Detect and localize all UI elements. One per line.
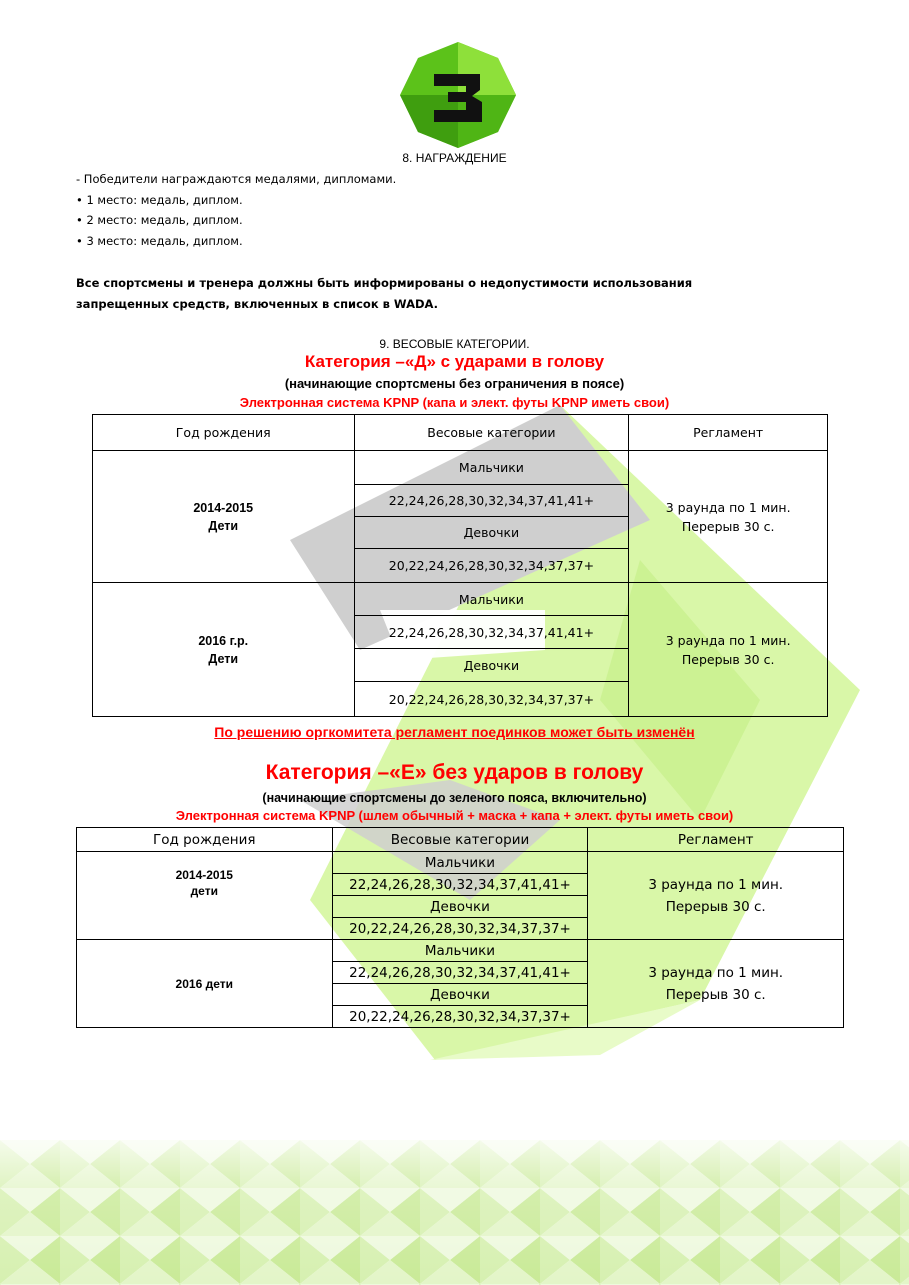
- category-e-table: [76, 827, 844, 1028]
- girls-weights: 20,22,24,26,28,30,32,34,37,37+: [354, 549, 629, 583]
- boys-label: Мальчики: [354, 583, 629, 616]
- section-8-title: 8. НАГРАЖДЕНИЕ: [402, 151, 507, 165]
- boys-weights: 22,24,26,28,30,32,34,37,41,41+: [332, 874, 588, 896]
- section-9-title: 9. ВЕСОВЫЕ КАТЕГОРИИ.: [379, 337, 530, 351]
- category-e-subtitle: (начинающие спортсмены до зеленого пояса, включительно): [262, 791, 647, 805]
- birth-year: 2016 г.р.: [198, 633, 249, 648]
- rules-rounds: 3 раунда по 1 мин.: [665, 499, 791, 515]
- category-e-title: Категория –«Е» без ударов в голову: [265, 761, 644, 784]
- rules-cell: [629, 583, 828, 717]
- category-d-title: Категория –«Д» с ударами в голову: [304, 352, 605, 371]
- award-line: • 2 место: медаль, диплом.: [76, 213, 243, 227]
- category-e-system: Электронная система KPNP (шлем обычный + маска + капа + элект. футы иметь свои): [175, 808, 734, 823]
- birth-year-cell: [93, 451, 355, 583]
- wada-notice-line-2: запрещенных средств, включенных в список в WADA.: [76, 297, 439, 311]
- award-line: • 1 место: медаль, диплом.: [76, 193, 243, 207]
- girls-label: Девочки: [354, 649, 629, 682]
- header-weight-categories: Весовые категории: [354, 415, 629, 451]
- girls-weights: 20,22,24,26,28,30,32,34,37,37+: [354, 682, 629, 717]
- table-header-row: [77, 828, 844, 852]
- rules-rounds: 3 раунда по 1 мин.: [648, 876, 784, 893]
- header-rules: Регламент: [588, 828, 844, 852]
- header-weight-categories: Весовые категории: [332, 828, 588, 852]
- table-row: [93, 451, 828, 485]
- category-d-table: [92, 414, 828, 717]
- rules-cell: [588, 940, 844, 1028]
- birth-year-cell: [93, 583, 355, 717]
- age-group: Дети: [208, 518, 239, 533]
- rules-break: Перерыв 30 с.: [665, 898, 766, 915]
- age-group: Дети: [208, 651, 239, 666]
- table-header-row: [93, 415, 828, 451]
- boys-label: Мальчики: [332, 940, 588, 962]
- header-rules: Регламент: [629, 415, 828, 451]
- birth-year: 2014-2015: [193, 500, 254, 515]
- table-row: [77, 940, 844, 962]
- girls-weights: 20,22,24,26,28,30,32,34,37,37+: [332, 1006, 588, 1028]
- rules-break: Перерыв 30 с.: [681, 651, 775, 667]
- award-line: • 3 место: медаль, диплом.: [76, 234, 243, 248]
- rules-break: Перерыв 30 с.: [665, 986, 766, 1003]
- boys-weights: 22,24,26,28,30,32,34,37,41,41+: [332, 962, 588, 984]
- age-group: дети: [190, 884, 218, 898]
- girls-label: Девочки: [332, 896, 588, 918]
- award-line: - Победители награждаются медалями, дипломами.: [76, 172, 397, 186]
- category-d-subtitle: (начинающие спортсмены без ограничения в поясе): [284, 376, 625, 391]
- rules-cell: [629, 451, 828, 583]
- category-d-system: Электронная система KPNP (капа и элект. футы KPNP иметь свои): [239, 395, 670, 410]
- regulation-change-note: По решению оргкомитета регламент поединков может быть изменён: [214, 724, 695, 740]
- boys-weights: 22,24,26,28,30,32,34,37,41,41+: [354, 616, 629, 649]
- girls-label: Девочки: [354, 517, 629, 549]
- rules-rounds: 3 раунда по 1 мин.: [665, 632, 791, 648]
- boys-label: Мальчики: [354, 451, 629, 485]
- wada-notice-line-1: Все спортсмены и тренера должны быть информированы о недопустимости использования: [76, 276, 693, 290]
- birth-year: 2016 дети: [175, 976, 233, 991]
- boys-label: Мальчики: [332, 852, 588, 874]
- header-birth-year: Год рождения: [93, 415, 355, 451]
- birth-year-cell: [77, 852, 333, 940]
- boys-weights: 22,24,26,28,30,32,34,37,41,41+: [354, 485, 629, 517]
- header-birth-year: Год рождения: [77, 828, 333, 852]
- girls-label: Девочки: [332, 984, 588, 1006]
- table-row: [77, 852, 844, 874]
- brand-logo-icon: [398, 40, 518, 150]
- rules-cell: [588, 852, 844, 940]
- birth-year: 2014-2015: [175, 868, 233, 882]
- birth-year-cell: [77, 940, 333, 1028]
- rules-rounds: 3 раунда по 1 мин.: [648, 964, 784, 981]
- rules-break: Перерыв 30 с.: [681, 518, 775, 534]
- girls-weights: 20,22,24,26,28,30,32,34,37,37+: [332, 918, 588, 940]
- table-row: [93, 583, 828, 616]
